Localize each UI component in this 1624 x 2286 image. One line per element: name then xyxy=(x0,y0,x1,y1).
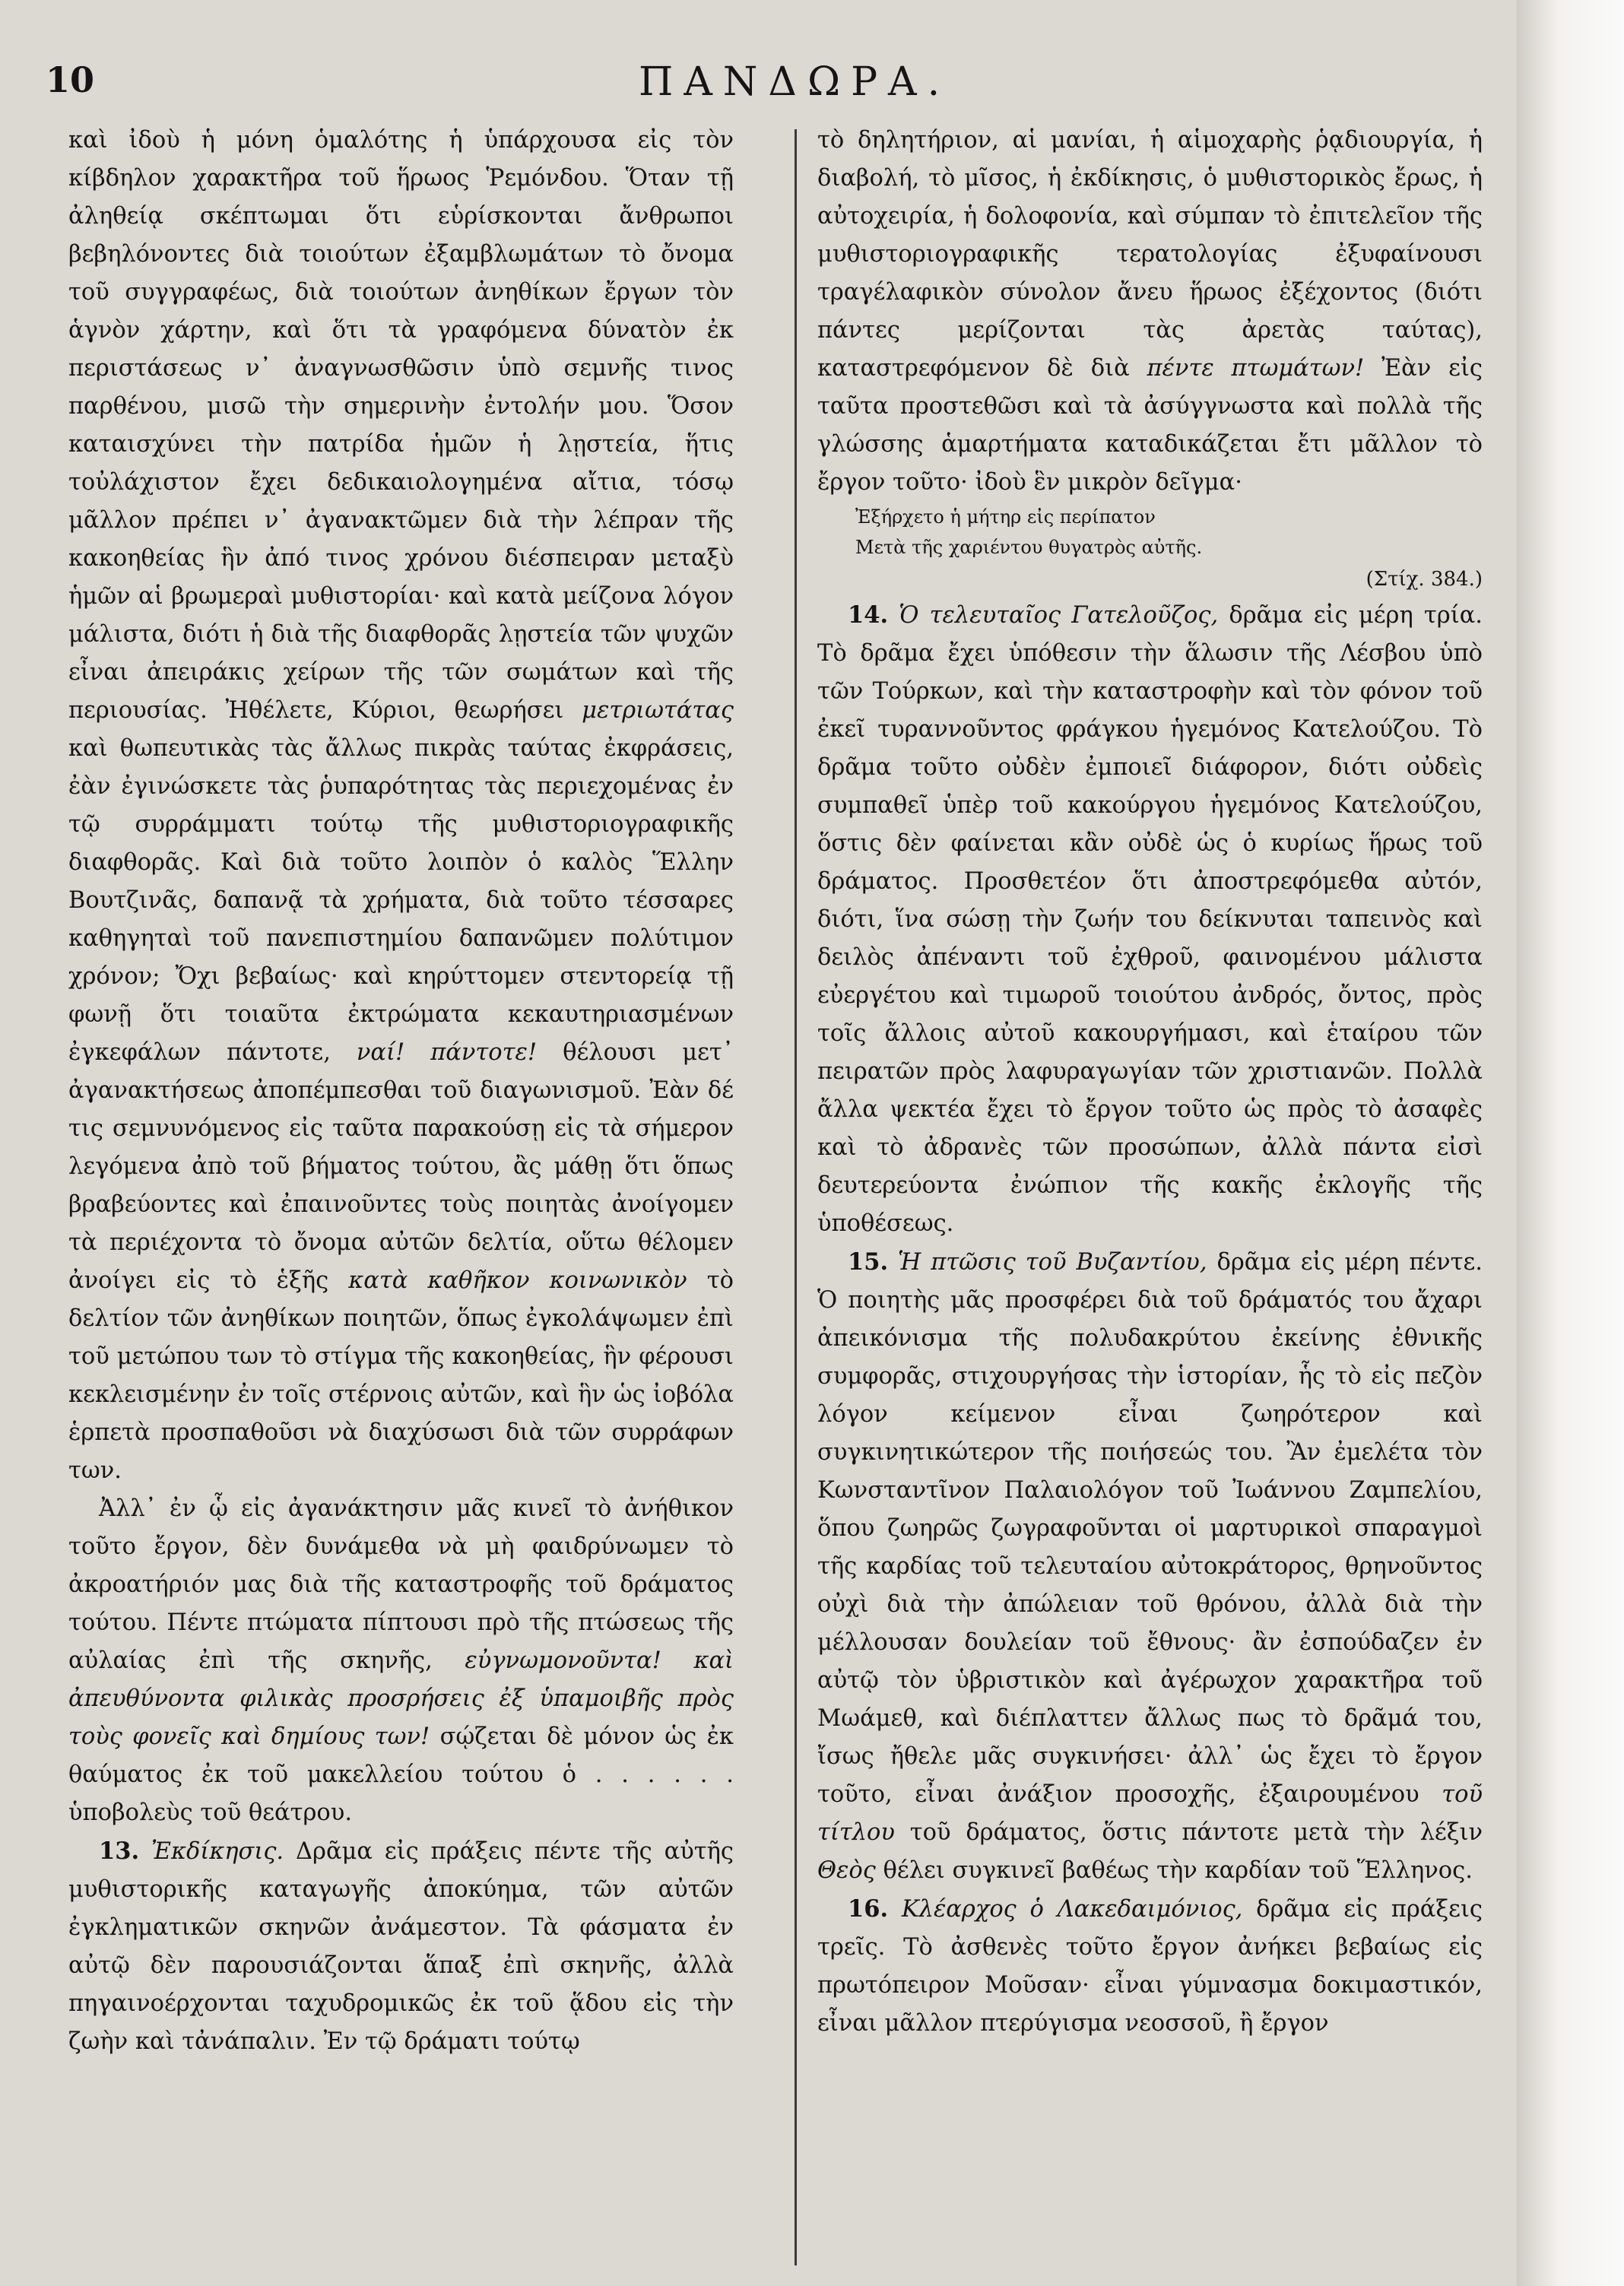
text: θέλει συγκινεῖ βαθέως τὴν καρδίαν τοῦ Ἕλληνος. xyxy=(883,1857,1473,1884)
paragraph-entry-13 xyxy=(68,1832,734,2061)
page-number: 10 xyxy=(46,59,95,100)
emphasis: ναί! πάντοτε! xyxy=(356,1039,538,1066)
quote-reference: (Στίχ. 384.) xyxy=(1365,568,1483,591)
page-header xyxy=(46,59,1475,120)
emphasis: πέντε πτωμάτων! xyxy=(1147,355,1365,382)
text: Ἐὰν εἰς ταῦτα προστεθῶσι καὶ τὰ ἀσύγγνωστα καὶ πολλὰ τῆς γλώσσης ἁμαρτήματα καταδικάζεται ἔτι μᾶλλον τὸ ἔργον τοῦτο· ἰδοὺ ἓν μικρὸν δεῖγμα· xyxy=(817,355,1483,496)
paragraph-entry-14 xyxy=(817,596,1483,1243)
entry-number: 14. xyxy=(848,601,889,629)
emphasis: εὐγνωμονοῦντα! καὶ ἀπευθύνοντα φιλικὰς προσρήσεις ἐξ ὑπαμοιβῆς πρὸς τοὺς φονεῖς καὶ δημίους των! xyxy=(68,1647,734,1750)
left-column xyxy=(68,122,734,2061)
page-edge xyxy=(1517,0,1624,2286)
paragraph-entry-16 xyxy=(817,1890,1483,2043)
entry-number: 15. xyxy=(848,1248,889,1276)
text: τὸ δηλητήριον, αἱ μανίαι, ἡ αἱμοχαρὴς ῥᾳδιουργία, ἡ διαβολή, τὸ μῖσος, ἡ ἐκδίκησις, ὁ μυθιστορικὸς ἔρως, ἡ αὐτοχειρία, ἡ δολοφονία, καὶ σύμπαν τὸ ἐπιτελεῖον τῆς μυθιστοριογραφικῆς τερατολογίας ἐξυφαίνουσι τραγέλαφικὸν σύνολον ἄνευ ἥρωος ἐξέχοντος (διότι πάντες μερίζονται τὰς ἀρετὰς ταύτας), καταστρεφόμενον δὲ διὰ xyxy=(817,127,1483,382)
text: Δρᾶμα εἰς πράξεις πέντε τῆς αὐτῆς μυθιστορικῆς καταγωγῆς ἀποκύημα, τῶν αὐτῶν ἐγκληματικῶν σκηνῶν ἀνάμεστον. Τὰ φάσματα ἐν αὐτῷ δὲν παρουσιάζονται ἅπαξ ἐπὶ σκηνῆς, ἀλλὰ πηγαινοέρχονται ταχυδρομικῶς ἐκ τοῦ ᾅδου εἰς τὴν ζωὴν καὶ τἀνάπαλιν. Ἐν τῷ δράματι τούτῳ xyxy=(68,1838,734,2055)
emphasis: κατὰ καθῆκον κοινωνικὸν xyxy=(348,1267,687,1294)
text: καὶ θωπευτικὰς τὰς ἄλλως πικρὰς ταύτας ἐκφράσεις, ἐὰν ἐγινώσκετε τὰς ῥυπαρότητας τὰς περιεχομένας ἐν τῷ συρράμματι τούτῳ τῆς μυθιστοριογραφικῆς διαφθορᾶς. Καὶ διὰ τοῦτο λοιπὸν ὁ καλὸς Ἕλλην Βουτζινᾶς, δαπανᾷ τὰ χρήματα, διὰ τοῦτο τέσσαρες καθηγηταὶ τοῦ πανεπιστημίου δαπανῶμεν πολύτιμον χρόνον; Ὄχι βεβαίως· καὶ κηρύττομεν στεντορείᾳ τῇ φωνῇ ὅτι τοιαῦτα ἐκτρώματα κεκαυτηριασμένων ἐγκεφάλων πάντοτε, xyxy=(68,735,734,1066)
text: δρᾶμα εἰς πράξεις τρεῖς. Τὸ ἀσθενὲς τοῦτο ἔργον ἀνήκει βεβαίως εἰς πρωτόπειρον Μοῦσαν· εἶναι γύμνασμα δοκιμαστικόν, εἶναι μᾶλλον πτερύγισμα νεοσσοῦ, ἢ ἔργον xyxy=(817,1896,1483,2037)
paragraph xyxy=(68,122,734,1490)
paragraph xyxy=(817,122,1483,502)
emphasis: Θεὸς xyxy=(817,1857,876,1884)
text: δρᾶμα εἰς μέρη πέντε. Ὁ ποιητὴς μᾶς προσφέρει διὰ τοῦ δράματός του ἄχαρι ἀπεικόνισμα τῆς πολυδακρύτου ἐκείνης ἐθνικῆς συμφορᾶς, στιχουργήσας τὴν ἱστορίαν, ἧς τὸ εἰς πεζὸν λόγον κείμενον εἶναι ζωηρότερον καὶ συγκινητικώτερον τῆς ποιήσεώς του. Ἂν ἐμελέτα τὸν Κωνσταντῖνον Παλαιολόγον τοῦ Ἰωάννου Ζαμπελίου, ὅπου ζωηρῶς ζωγραφοῦνται οἱ μαρτυρικοὶ σπαραγμοὶ τῆς καρδίας τοῦ τελευταίου αὐτοκράτορος, θρηνοῦντος οὐχὶ διὰ τὴν ἀπώλειαν τοῦ θρόνου, ἀλλὰ διὰ τὴν μέλλουσαν δουλείαν τοῦ ἔθνους· ἂν ἐσπούδαζεν ἐν αὐτῷ τὸν ὑβριστικὸν καὶ ἀγέρωχον χαρακτῆρα τοῦ Μωάμεθ, καὶ διέπλαττεν ἄλλως πως τὸ δρᾶμά του, ἴσως ἤθελε μᾶς συγκινήσει· ἀλλ᾽ ὡς ἔχει τὸ ἔργον τοῦτο, εἶναι ἀνάξιον προσοχῆς, ἐξαιρουμένου xyxy=(817,1249,1483,1808)
text: καὶ ἰδοὺ ἡ μόνη ὁμαλότης ἡ ὑπάρχουσα εἰς τὸν κίβδηλον χαρακτῆρα τοῦ ἥρωος Ῥεμόνδου. Ὅταν τῇ ἀληθείᾳ σκέπτωμαι ὅτι εὑρίσκονται ἄνθρωποι βεβηλόνοντες διὰ τοιούτων ἐξαμβλωμάτων τὸ ὄνομα τοῦ συγγραφέως, διὰ τοιούτων ἀνηθίκων ἔργων τὸν ἁγνὸν χάρτην, καὶ ὅτι τὰ γραφόμενα δύνατὸν ἐκ περιστάσεως ν᾽ ἀναγνωσθῶσιν ὑπὸ σεμνῆς τινος παρθένου, μισῶ τὴν σημερινὴν ἐντολήν μου. Ὅσον καταισχύνει τὴν πατρίδα ἡμῶν ἡ λῃστεία, ἥτις τοὐλάχιστον ἔχει δεδικαιολογημένα αἴτια, τόσῳ μᾶλλον πρέπει ν᾽ ἀγανακτῶμεν διὰ τὴν λέπραν τῆς κακοηθείας ἣν ἀπό τινος χρόνου διέσπειραν μεταξὺ ἡμῶν αἱ βρωμεραὶ μυθιστορίαι· καὶ κατὰ μείζονα λόγον μάλιστα, διότι ἡ διὰ τῆς διαφθορᾶς λῃστεία τῶν ψυχῶν εἶναι ἀπειράκις χείρων τῆς τῶν σωμάτων καὶ τῆς περιουσίας. Ἠθέλετε, Κύριοι, θεωρήσει xyxy=(68,127,734,724)
paragraph-entry-15 xyxy=(817,1243,1483,1890)
emphasis: μετριωτάτας xyxy=(582,697,734,724)
right-column xyxy=(817,122,1483,2043)
entry-title: Ἐκδίκησις. xyxy=(151,1838,284,1865)
column-divider xyxy=(795,129,797,2265)
emphasis: τοῦ τίτλου xyxy=(817,1781,1483,1846)
text: Ἀλλ᾽ ἐν ᾧ εἰς ἀγανάκτησιν μᾶς κινεῖ τὸ ἀνήθικον τοῦτο ἔργον, δὲν δυνάμεθα νὰ μὴ φαιδρύνωμεν τὸ ἀκροατήριόν μας διὰ τῆς καταστροφῆς τοῦ δράματος τούτου. Πέντε πτώματα πίπτουσι πρὸ τῆς πτώσεως τῆς αὐλαίας ἐπὶ τῆς σκηνῆς, xyxy=(68,1495,734,1674)
entry-title: Ὁ τελευταῖος Γατελοῦζος, xyxy=(899,602,1219,629)
entry-number: 13. xyxy=(99,1837,140,1865)
text: σῴζεται δὲ μόνον ὡς ἐκ θαύματος ἐκ τοῦ μακελλείου τούτου ὁ . . . . . . ὑποβολεὺς τοῦ θεάτρου. xyxy=(68,1723,734,1826)
paragraph xyxy=(68,1490,734,1832)
entry-number: 16. xyxy=(848,1895,889,1923)
text: τὸ δελτίον τῶν ἀνηθίκων ποιητῶν, ὅπως ἐγκολάψωμεν ἐπὶ τοῦ μετώπου των τὸ στίγμα τῆς κακοηθείας, ἣν φέρουσι κεκλεισμένην ἐν τοῖς στέρνοις αὐτῶν, καὶ ἣν ὡς ἰοβόλα ἑρπετὰ προσπαθοῦσι νὰ διαχύσωσι διὰ τῶν συρράφων των. xyxy=(68,1267,734,1484)
text: δρᾶμα εἰς μέρη τρία. Τὸ δρᾶμα ἔχει ὑπόθεσιν τὴν ἅλωσιν τῆς Λέσβου ὑπὸ τῶν Τούρκων, καὶ τὴν καταστροφὴν καὶ τὸν φόνον τοῦ ἐκεῖ τυραννοῦντος φράγκου ἡγεμόνος Κατελούζου. Τὸ δρᾶμα τοῦτο οὐδὲν ἐμποιεῖ διάφορον, διότι οὐδεὶς συμπαθεῖ ὑπὲρ τοῦ κακούργου ἡγεμόνος Κατελούζου, ὅστις δὲν φαίνεται κἂν οὐδὲ ὡς ὁ κυρίως ἥρως τοῦ δράματος. Προσθετέον ὅτι ἀποστρεφόμεθα αὐτόν, διότι, ἵνα σώσῃ τὴν ζωήν του δείκνυται ταπεινὸς καὶ δειλὸς ἀπέναντι τοῦ ἐχθροῦ, φαινομένου μάλιστα εὐεργέτου καὶ τιμωροῦ τοιούτου ἀνδρός, ὄντος, πρὸς τοῖς ἄλλοις αὐτοῦ κακουργήμασι, καὶ ἑταίρου τῶν πειρατῶν πρὸς λαφυραγωγίαν τῶν χριστιανῶν. Πολλὰ ἄλλα ψεκτέα ἔχει τὸ ἔργον τοῦτο ὡς πρὸς τὸ ἀσαφὲς καὶ τὸ ἀδρανὲς τῶν προσώπων, ἀλλὰ πάντα εἰσὶ δευτερεύοντα ἐνώπιον τῆς κακῆς ἐκλογῆς τῆς ὑποθέσεως. xyxy=(817,602,1483,1237)
quote-line: Μετὰ τῆς χαριέντου θυγατρὸς αὐτῆς. xyxy=(855,537,1203,558)
entry-title: Κλέαρχος ὁ Λακεδαιμόνιος, xyxy=(901,1896,1243,1923)
journal-title: ΠΑΝΔΩΡΑ. xyxy=(639,59,951,105)
entry-title: Ἡ πτῶσις τοῦ Βυζαντίου, xyxy=(898,1249,1207,1276)
quote-line: Ἐξήρχετο ἡ μήτηρ εἰς περίπατον xyxy=(855,506,1156,528)
text: τοῦ δράματος, ὅστις πάντοτε μετὰ τὴν λέξιν xyxy=(909,1819,1483,1846)
text: θέλουσι μετ᾽ ἀγανακτήσεως ἀποπέμπεσθαι τοῦ διαγωνισμοῦ. Ἐὰν δέ τις σεμνυνόμενος εἰς ταῦτα παρακούσῃ εἰς τὰ σήμερον λεγόμενα ἀπὸ τοῦ βήματος τούτου, ἂς μάθῃ ὅτι ὅπως βραβεύοντες καὶ ἐπαινοῦντες τοὺς ποιητὰς ἀνοίγομεν τὰ περιέχοντα τὸ ὄνομα αὐτῶν δελτία, οὕτω θέλομεν ἀνοίγει εἰς τὸ ἑξῆς xyxy=(68,1039,734,1294)
